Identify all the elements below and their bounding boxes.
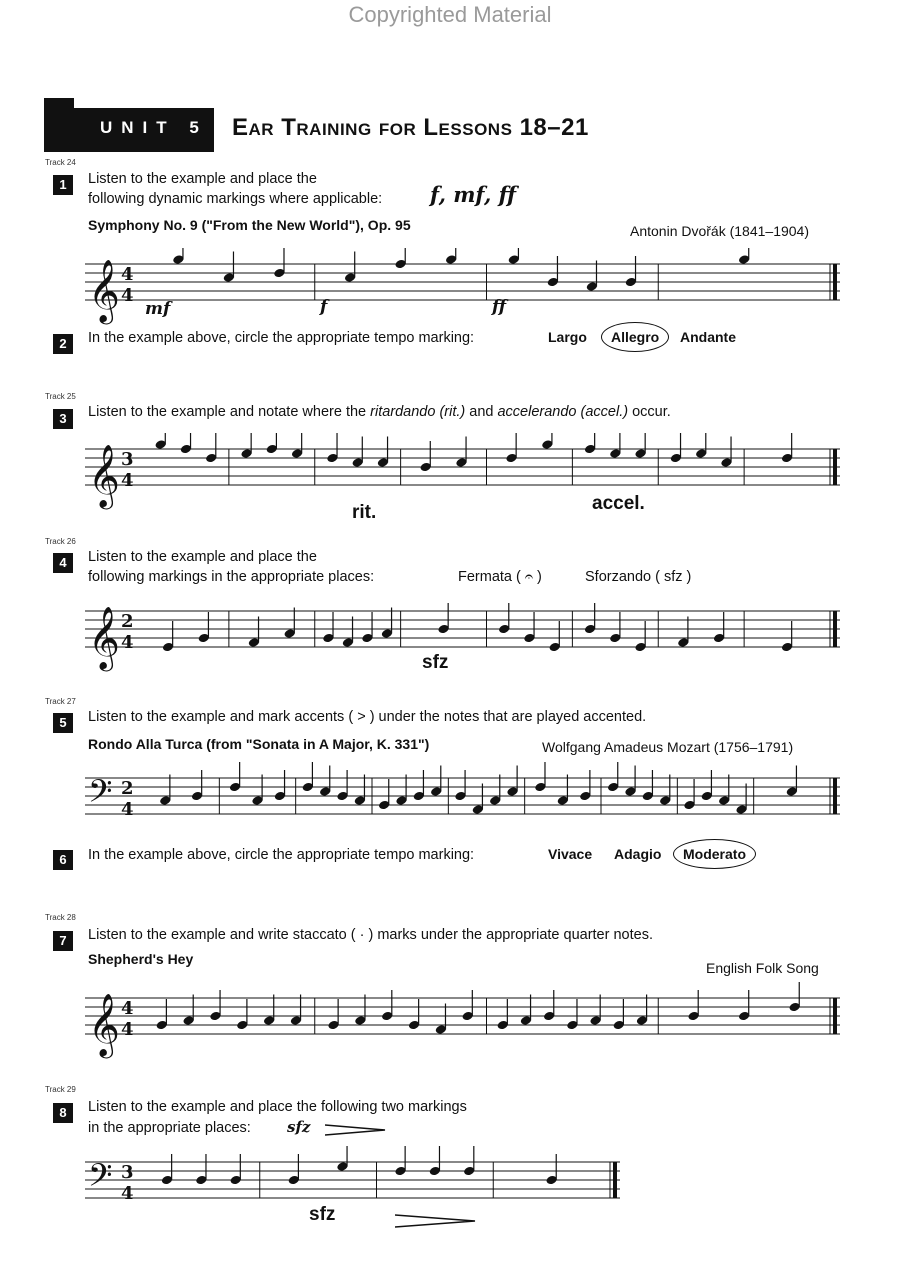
- tempo-option[interactable]: Adagio: [614, 846, 662, 862]
- exercise-number: 7: [53, 931, 73, 951]
- instruction: Listen to the example and write staccato ( · ) marks under the appropriate quarter notes.: [88, 927, 653, 943]
- composer: Wolfgang Amadeus Mozart (1756–1791): [542, 739, 794, 755]
- tempo-option[interactable]: Andante: [680, 329, 736, 345]
- bass-clef-icon: 𝄢: [88, 1157, 113, 1201]
- exercise-number: 2: [53, 334, 73, 354]
- track-label: Track 28: [45, 913, 76, 922]
- rit-marking: rit.: [352, 502, 377, 523]
- tempo-option[interactable]: Vivace: [548, 846, 593, 862]
- exercise-number: 4: [53, 553, 73, 573]
- accel-marking: accel.: [592, 493, 645, 514]
- bass-clef-icon: 𝄢: [88, 773, 113, 817]
- decrescendo-answer-icon: [395, 1212, 477, 1230]
- piece-title: Rondo Alla Turca (from "Sonata in A Major, K. 331"): [88, 736, 430, 752]
- track-label: Track 24: [45, 158, 76, 167]
- time-signature-bottom: 4: [121, 470, 134, 491]
- music-staff: [85, 248, 840, 328]
- time-signature-bottom: 4: [121, 799, 134, 820]
- instruction: Listen to the example and place the: [88, 549, 317, 565]
- track-label: Track 25: [45, 392, 76, 401]
- music-staff: [85, 982, 840, 1062]
- dynamic-answer: f: [320, 297, 328, 317]
- instruction: In the example above, circle the appropriate tempo marking:: [88, 330, 475, 346]
- music-staff: [85, 595, 840, 675]
- tempo-option-selected[interactable]: Moderato: [673, 839, 756, 869]
- instruction: following markings in the appropriate places:: [88, 569, 375, 585]
- page-title: Ear Training for Lessons 18–21: [232, 114, 589, 141]
- music-staff: [85, 433, 840, 513]
- time-signature-top: 3: [121, 1162, 134, 1183]
- music-staff: [85, 762, 840, 842]
- instruction: Listen to the example and place the following two markings: [88, 1099, 467, 1115]
- track-label: Track 27: [45, 697, 76, 706]
- instruction: following dynamic markings where applicable:: [88, 191, 383, 207]
- piece-title: Shepherd's Hey: [88, 951, 194, 967]
- treble-clef-icon: 𝄞: [88, 993, 120, 1056]
- tempo-option[interactable]: Largo: [548, 329, 587, 345]
- time-signature-bottom: 4: [121, 1019, 134, 1040]
- time-signature-top: 2: [121, 611, 134, 632]
- exercise-number: 6: [53, 850, 73, 870]
- dynamic-answer: mf: [145, 299, 171, 319]
- instruction: In the example above, circle the appropriate tempo marking:: [88, 847, 475, 863]
- exercise-number: 8: [53, 1103, 73, 1123]
- unit-label: UNIT 5: [100, 118, 208, 137]
- time-signature-bottom: 4: [121, 632, 134, 653]
- sfz-answer: sfz: [422, 652, 449, 673]
- exercise-number: 3: [53, 409, 73, 429]
- sforzando-marking: Sforzando ( sfz ): [585, 569, 692, 585]
- time-signature-bottom: 4: [121, 1183, 134, 1204]
- treble-clef-icon: 𝄞: [88, 444, 120, 507]
- tempo-option-selected[interactable]: Allegro: [601, 322, 669, 352]
- decrescendo-icon: [325, 1122, 387, 1138]
- track-label: Track 29: [45, 1085, 76, 1094]
- dynamics-list: f, mf, ff: [430, 182, 516, 207]
- sfz-marking: sfz: [287, 1118, 311, 1136]
- instruction: Listen to the example and mark accents ( > ) under the notes that are played accented.: [88, 709, 647, 725]
- track-label: Track 26: [45, 537, 76, 546]
- fermata-marking: Fermata ( 𝄐 ): [458, 569, 542, 585]
- treble-clef-icon: 𝄞: [88, 606, 120, 669]
- treble-clef-icon: 𝄞: [88, 259, 120, 322]
- instruction: Listen to the example and place the: [88, 171, 317, 187]
- piece-title: Symphony No. 9 ("From the New World"), Op. 95: [88, 217, 411, 233]
- time-signature-top: 3: [121, 449, 134, 470]
- exercise-number: 5: [53, 713, 73, 733]
- sfz-answer: sfz: [309, 1204, 336, 1225]
- time-signature-bottom: 4: [121, 285, 134, 306]
- instruction: Listen to the example and notate where the ritardando (rit.) and accelerando (accel.) occur.: [88, 404, 671, 420]
- instruction: in the appropriate places:: [88, 1120, 251, 1136]
- music-staff: [85, 1146, 620, 1226]
- time-signature-top: 4: [121, 264, 134, 285]
- dynamic-answer: ff: [492, 297, 507, 317]
- watermark: Copyrighted Material: [348, 2, 552, 27]
- composer: Antonin Dvořák (1841–1904): [630, 223, 810, 239]
- composer: English Folk Song: [706, 960, 819, 976]
- time-signature-top: 4: [121, 998, 134, 1019]
- time-signature-top: 2: [121, 778, 134, 799]
- exercise-number: 1: [53, 175, 73, 195]
